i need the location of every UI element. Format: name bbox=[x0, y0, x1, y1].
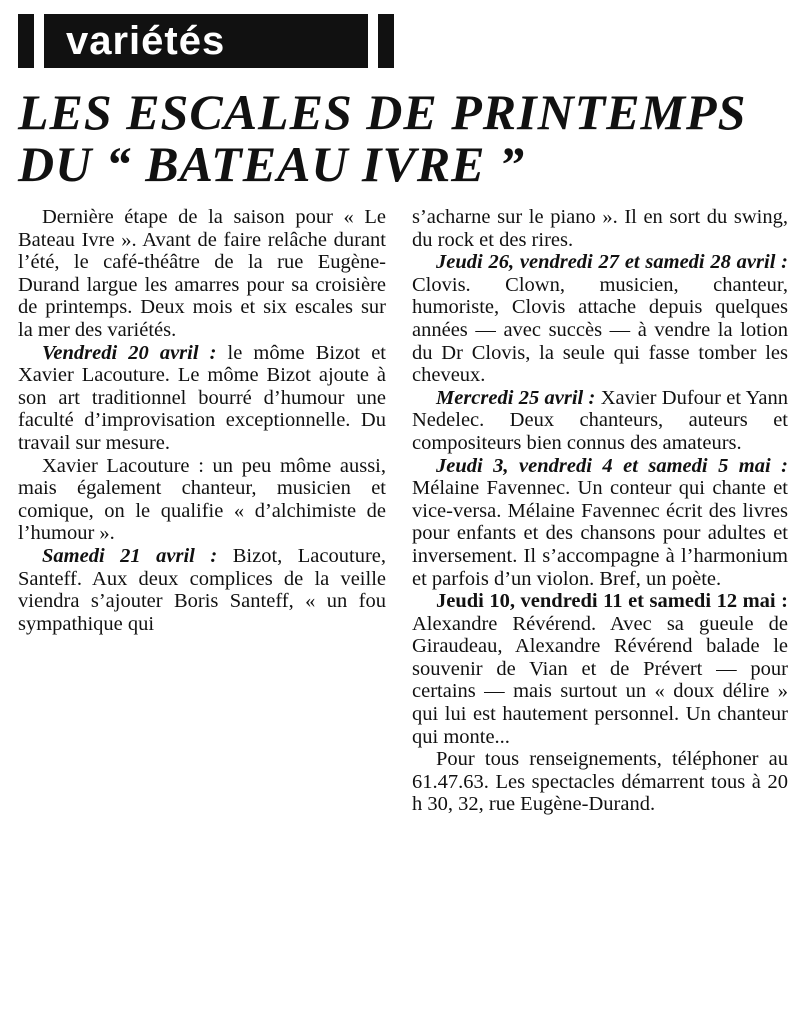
headline-line-1: LES ESCALES DE PRINTEMPS bbox=[18, 84, 747, 140]
section-rubric bbox=[18, 14, 394, 68]
date-lead: Vendredi 20 avril : bbox=[42, 341, 217, 364]
headline-line-2: DU “ BATEAU IVRE ” bbox=[18, 136, 526, 192]
date-lead: Samedi 21 avril : bbox=[42, 544, 218, 567]
paragraph-text: Alexandre Révérend. Avec sa gueule de Giraudeau, Alexandre Révérend balade le souvenir de Vian et de Prévert — pour certains — mais surtout un « doux délire » qui lui est hautement personnel. Un chanteur qui monte... bbox=[412, 612, 788, 748]
paragraph-text: Clovis. Clown, musicien, chanteur, humoriste, Clovis attache depuis quelques années — avec succès — à vendre la lotion du Dr Clovis, la seule qui fasse tomber les cheveux. bbox=[412, 273, 788, 387]
right-column bbox=[412, 206, 788, 816]
rubric-bar-right bbox=[378, 14, 394, 68]
paragraph-lacouture: Xavier Lacouture : un peu môme aussi, mais également chanteur, musicien et comique, on le qualifie « d’alchimiste de l’humour ». bbox=[18, 454, 386, 545]
paragraph-text: le môme Bizot et Xavier Lacouture. Le môme Bizot ajoute à son art traditionnel bourré d’humour une faculté d’improvisation exceptionnelle. Du travail sur mesure. bbox=[18, 341, 386, 454]
article-headline bbox=[18, 86, 790, 190]
paragraph-text: Bizot, Lacouture, Santeff. Aux deux complices de la veille viendra s’ajouter Boris Santeff, « un fou sympathique qui bbox=[18, 544, 386, 635]
paragraph-jeudi-26 bbox=[412, 251, 788, 387]
date-lead: Jeudi 26, vendredi 27 et samedi 28 avril : bbox=[436, 251, 788, 274]
paragraph-mercredi-25 bbox=[412, 387, 788, 455]
paragraph-samedi-21 bbox=[18, 545, 386, 635]
paragraph-jeudi-3 bbox=[412, 455, 788, 591]
paragraph-continuation: s’acharne sur le piano ». Il en sort du swing, du rock et des rires. bbox=[412, 206, 788, 251]
rubric-label: variétés bbox=[44, 14, 368, 68]
paragraph-text: Xavier Dufour et Yann Nedelec. Deux chanteurs, auteurs et compositeurs bien connus des amateurs. bbox=[412, 386, 788, 454]
paragraph-vendredi-20 bbox=[18, 342, 386, 455]
rubric-bar-left bbox=[18, 14, 34, 68]
date-lead: Jeudi 3, vendredi 4 et samedi 5 mai : bbox=[436, 454, 788, 477]
date-lead: Jeudi 10, vendredi 11 et samedi 12 mai : bbox=[436, 590, 788, 613]
paragraph-info: Pour tous renseignements, téléphoner au 61.47.63. Les spectacles démarrent tous à 20 h 30, 32, rue Eugène-Durand. bbox=[412, 748, 788, 816]
date-lead: Mercredi 25 avril : bbox=[436, 386, 596, 409]
intro-paragraph: Dernière étape de la saison pour « Le Bateau Ivre ». Avant de faire relâche durant l’été, le café-théâtre de la rue Eugène-Durand largue les amarres pour sa croisière de printemps. Deux mois et six escales sur la mer des variétés. bbox=[18, 206, 386, 341]
paragraph-text: Mélaine Favennec. Un conteur qui chante et vice-versa. Mélaine Favennec écrit des livres pour enfants et des chansons pour adultes et inversement. Il s’accompagne à l’harmonium et parfois d’un violon. Bref, un poète. bbox=[412, 477, 788, 590]
paragraph-jeudi-10 bbox=[412, 590, 788, 748]
left-column bbox=[18, 206, 386, 635]
